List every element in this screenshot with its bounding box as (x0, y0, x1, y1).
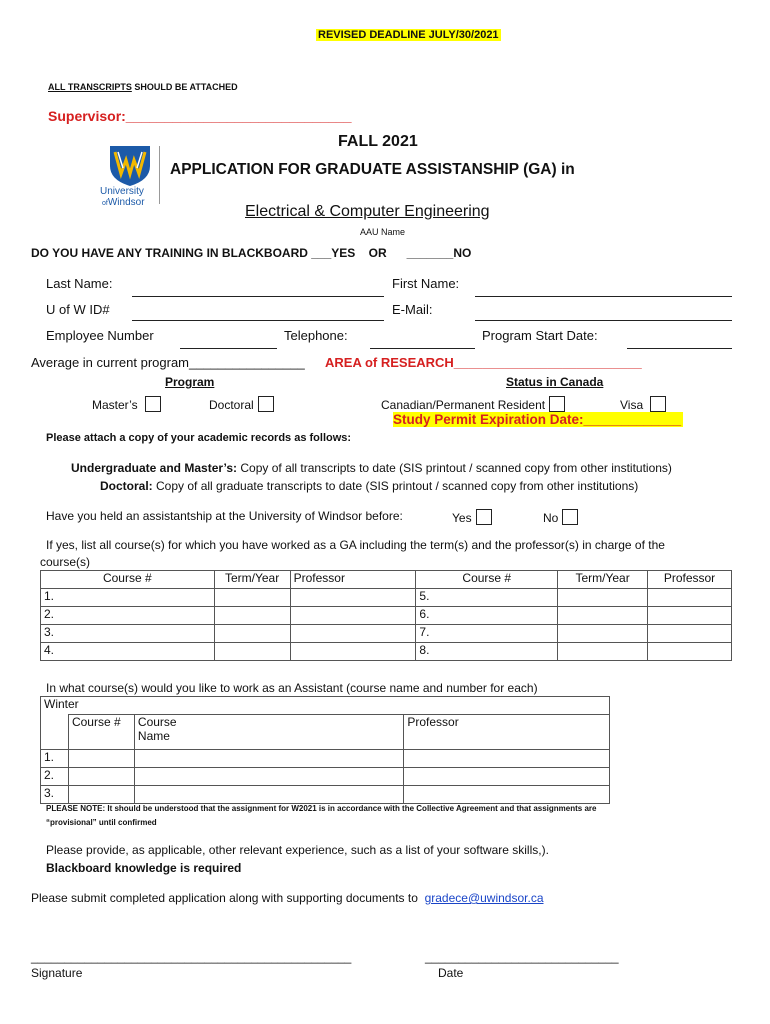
table-cell[interactable]: 7. (416, 625, 558, 643)
table-cell[interactable] (214, 625, 290, 643)
telephone-input[interactable] (370, 348, 475, 349)
date-line[interactable]: _____________________________ (425, 950, 619, 964)
masters-checkbox[interactable] (145, 396, 161, 412)
experience-instruction: Please provide, as applicable, other relevant experience, such as a list of your software skills,). (46, 843, 549, 857)
table-cell[interactable] (558, 607, 648, 625)
table-cell[interactable] (558, 625, 648, 643)
held-assistantship-question: Have you held an assistantship at the University of Windsor before: (46, 509, 403, 523)
logo-windsor-text: ofWindsor (102, 197, 145, 208)
interest-question: In what course(s) would you like to work as an Assistant (course name and number for each) (46, 681, 538, 695)
study-permit-field[interactable]: Study Permit Expiration Date:_____________ (393, 412, 682, 427)
table-cell[interactable]: 4. (41, 643, 215, 661)
last-name-label: Last Name: (46, 276, 113, 291)
ga-history-header-row (41, 571, 732, 589)
interest-header-name: Course Name (134, 715, 403, 750)
held-no-option[interactable]: No (543, 509, 578, 525)
table-cell[interactable] (68, 749, 134, 767)
university-shield-logo-icon (102, 144, 158, 186)
employee-number-input[interactable] (180, 348, 277, 349)
term-heading: FALL 2021 (338, 133, 418, 150)
table-cell[interactable] (214, 589, 290, 607)
table-row[interactable] (41, 767, 610, 785)
provisional-note: PLEASE NOTE: It should be understood that the assignment for W2021 is in accordance with the Collective Agreement and that assignments are (46, 804, 597, 813)
supervisor-field[interactable]: Supervisor:_____________________________ (48, 108, 352, 124)
history-header-course: Course # (416, 571, 558, 589)
program-heading: Program (165, 375, 215, 389)
form-title: APPLICATION FOR GRADUATE ASSISTANSHIP (GA) in (170, 161, 575, 178)
table-cell[interactable] (290, 607, 416, 625)
held-no-checkbox[interactable] (562, 509, 578, 525)
interest-header-course: Course # (68, 715, 134, 750)
blank-cell (41, 715, 69, 750)
table-cell[interactable] (648, 589, 732, 607)
table-cell[interactable] (404, 767, 610, 785)
table-cell[interactable] (404, 785, 610, 803)
status-heading: Status in Canada (506, 375, 604, 389)
table-row[interactable] (41, 643, 732, 661)
table-cell[interactable] (134, 785, 403, 803)
email-input[interactable] (475, 320, 732, 321)
table-cell[interactable] (290, 625, 416, 643)
table-cell: 1. (41, 749, 69, 767)
history-header-professor: Professor (648, 571, 732, 589)
held-yes-checkbox[interactable] (476, 509, 492, 525)
telephone-label: Telephone: (284, 328, 348, 343)
ga-history-table (40, 570, 732, 661)
records-instruction: Please attach a copy of your academic records as follows: (46, 432, 352, 444)
signature-line[interactable]: ________________________________________________ (31, 950, 352, 964)
uwid-input[interactable] (132, 320, 384, 321)
research-area-field[interactable]: AREA of RESEARCH__________________________ (325, 355, 642, 370)
table-row[interactable] (41, 589, 732, 607)
table-cell[interactable] (290, 589, 416, 607)
table-cell[interactable]: 2. (41, 607, 215, 625)
table-cell[interactable] (68, 785, 134, 803)
logo-divider (159, 146, 160, 204)
table-row[interactable] (41, 749, 610, 767)
table-cell[interactable]: 3. (41, 625, 215, 643)
blackboard-required: Blackboard knowledge is required (46, 861, 242, 875)
table-cell[interactable]: 8. (416, 643, 558, 661)
blackboard-question[interactable]: DO YOU HAVE ANY TRAINING IN BLACKBOARD ___YES OR _______NO (31, 246, 472, 260)
average-field[interactable]: Average in current program________________ (31, 355, 305, 370)
transcripts-note: ALL TRANSCRIPTS SHOULD BE ATTACHED (48, 82, 238, 92)
submit-email-link[interactable]: gradece@uwindsor.ca (424, 891, 544, 905)
masters-option[interactable]: Master’s (92, 396, 161, 412)
last-name-input[interactable] (132, 296, 384, 297)
deadline-banner: REVISED DEADLINE JULY/30/2021 (318, 29, 499, 41)
table-cell[interactable] (558, 589, 648, 607)
table-cell[interactable] (648, 607, 732, 625)
logo-university-text: University (100, 186, 144, 197)
table-cell[interactable] (134, 749, 403, 767)
course-interest-table (40, 696, 610, 804)
program-start-label: Program Start Date: (482, 328, 598, 343)
aau-caption: AAU Name (360, 227, 406, 237)
table-cell: 3. (41, 785, 69, 803)
history-header-term: Term/Year (214, 571, 290, 589)
signature-label: Signature (31, 966, 83, 980)
submit-instruction: Please submit completed application along with supporting documents to gradece@uwindsor.ca (31, 891, 544, 905)
table-cell[interactable]: 1. (41, 589, 215, 607)
interest-term: Winter (41, 697, 610, 715)
table-cell[interactable] (404, 749, 610, 767)
table-cell[interactable]: 6. (416, 607, 558, 625)
doctoral-checkbox[interactable] (258, 396, 274, 412)
interest-header-professor: Professor (404, 715, 610, 750)
history-header-professor: Professor (290, 571, 416, 589)
table-cell[interactable] (558, 643, 648, 661)
uwid-label: U of W ID# (46, 302, 110, 317)
program-start-input[interactable] (627, 348, 732, 349)
if-yes-instruction: If yes, list all course(s) for which you have worked as a GA including the term(s) and the professor(s) in charge of the (46, 538, 665, 552)
visa-option[interactable]: Visa (620, 396, 666, 412)
table-cell[interactable]: 5. (416, 589, 558, 607)
table-cell[interactable] (68, 767, 134, 785)
held-yes-option[interactable]: Yes (452, 509, 492, 525)
history-header-term: Term/Year (558, 571, 648, 589)
department-name: Electrical & Computer Engineering (245, 203, 490, 220)
table-row[interactable] (41, 785, 610, 803)
doctoral-records: Doctoral: Copy of all graduate transcripts to date (SIS printout / scanned copy from other institutions) (100, 479, 639, 493)
table-cell: 2. (41, 767, 69, 785)
provisional-note-cont: “provisional” until confirmed (46, 818, 157, 827)
visa-checkbox[interactable] (650, 396, 666, 412)
interest-header-row (41, 715, 610, 750)
table-cell[interactable] (134, 767, 403, 785)
table-cell[interactable] (214, 643, 290, 661)
date-label: Date (438, 966, 464, 980)
university-logo (100, 144, 160, 208)
table-cell[interactable] (290, 643, 416, 661)
resident-option[interactable]: Canadian/Permanent Resident (381, 396, 565, 412)
undergrad-records: Undergraduate and Master’s: Copy of all transcripts to date (SIS printout / scanned copy from other institutions) (71, 461, 672, 475)
if-yes-instruction-cont: course(s) (40, 555, 91, 569)
email-label: E-Mail: (392, 302, 433, 317)
resident-checkbox[interactable] (549, 396, 565, 412)
table-row[interactable] (41, 607, 732, 625)
table-cell[interactable] (648, 643, 732, 661)
doctoral-option[interactable]: Doctoral (209, 396, 274, 412)
table-cell[interactable] (214, 607, 290, 625)
interest-term-row (41, 697, 610, 715)
first-name-label: First Name: (392, 276, 460, 291)
first-name-input[interactable] (475, 296, 732, 297)
table-cell[interactable] (648, 625, 732, 643)
history-header-course: Course # (41, 571, 215, 589)
employee-number-label: Employee Number (46, 328, 154, 343)
table-row[interactable] (41, 625, 732, 643)
